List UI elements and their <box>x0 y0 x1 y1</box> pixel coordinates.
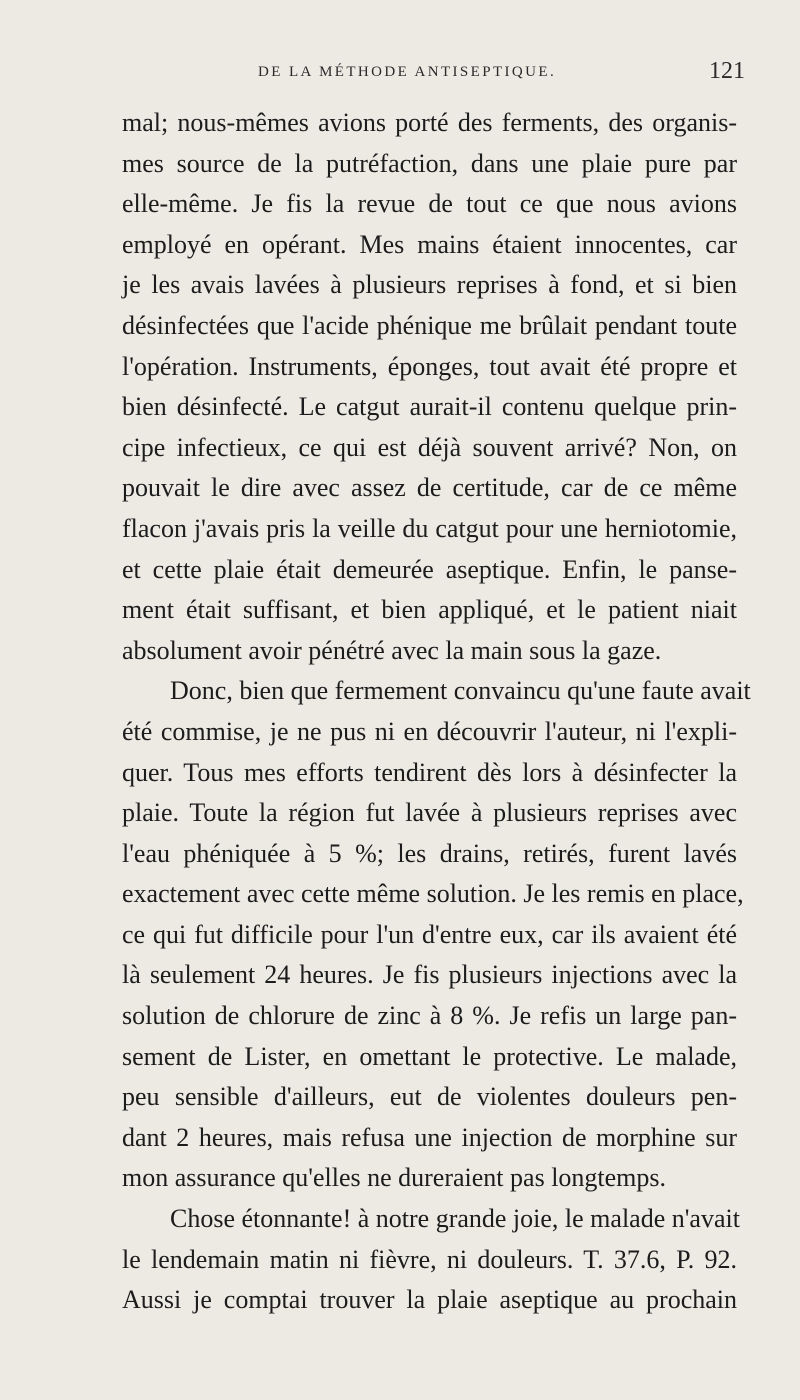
text-line: exactement avec cette même solution. Je les remis en place, <box>122 879 744 909</box>
text-line: mes source de la putréfaction, dans une plaie pure par <box>122 148 737 178</box>
text-line: été commise, je ne pus ni en découvrir l'auteur, ni l'expli- <box>122 716 737 746</box>
text-line: le lendemain matin ni fièvre, ni douleurs. T. 37.6, P. 92. <box>122 1244 737 1274</box>
text-line: Aussi je comptai trouver la plaie aseptique au prochain <box>122 1285 737 1315</box>
text-line: plaie. Toute la région fut lavée à plusieurs reprises avec <box>122 798 737 828</box>
text-line: et cette plaie était demeurée aseptique. Enfin, le panse- <box>122 554 737 584</box>
text-line: désinfectées que l'acide phénique me brûlait pendant toute <box>122 310 737 340</box>
text-line: cipe infectieux, ce qui est déjà souvent arrivé? Non, on <box>122 432 737 462</box>
text-line: l'opération. Instruments, éponges, tout avait été propre et <box>122 351 737 381</box>
text-line: Donc, bien que fermement convaincu qu'une faute avait <box>170 676 751 706</box>
text-line: je les avais lavées à plusieurs reprises à fond, et si bien <box>122 270 737 300</box>
running-head: DE LA MÉTHODE ANTISEPTIQUE. <box>258 64 557 80</box>
page-number: 121 <box>709 58 745 84</box>
text-line: sement de Lister, en omettant le protective. Le malade, <box>122 1041 737 1071</box>
text-line: l'eau phéniquée à 5 %; les drains, retirés, furent lavés <box>122 838 737 868</box>
text-line: Chose étonnante! à notre grande joie, le malade n'avait <box>170 1204 740 1234</box>
text-line: bien désinfecté. Le catgut aurait-il contenu quelque prin- <box>122 392 737 422</box>
text-line: elle-même. Je fis la revue de tout ce que nous avions <box>122 189 737 219</box>
text-line: flacon j'avais pris la veille du catgut pour une herniotomie, <box>122 513 737 543</box>
text-line: peu sensible d'ailleurs, eut de violentes douleurs pen- <box>122 1082 737 1112</box>
text-line: là seulement 24 heures. Je fis plusieurs injections avec la <box>122 960 737 990</box>
text-line: employé en opérant. Mes mains étaient innocentes, car <box>122 229 737 259</box>
text-line: pouvait le dire avec assez de certitude, car de ce même <box>122 473 737 503</box>
text-line: mal; nous-mêmes avions porté des ferments, des organis- <box>122 108 737 137</box>
text-line: solution de chlorure de zinc à 8 %. Je refis un large pan- <box>122 1001 737 1031</box>
body-text <box>122 103 751 1321</box>
text-line: ment était suffisant, et bien appliqué, et le patient niait <box>122 595 737 625</box>
text-line: quer. Tous mes efforts tendirent dès lors à désinfecter la <box>122 757 737 787</box>
text-line: dant 2 heures, mais refusa une injection de morphine sur <box>122 1122 737 1152</box>
text-line: mon assurance qu'elles ne dureraient pas longtemps. <box>122 1163 667 1193</box>
text-line: absolument avoir pénétré avec la main sous la gaze. <box>122 635 662 665</box>
text-line: ce qui fut difficile pour l'un d'entre eux, car ils avaient été <box>122 919 737 949</box>
